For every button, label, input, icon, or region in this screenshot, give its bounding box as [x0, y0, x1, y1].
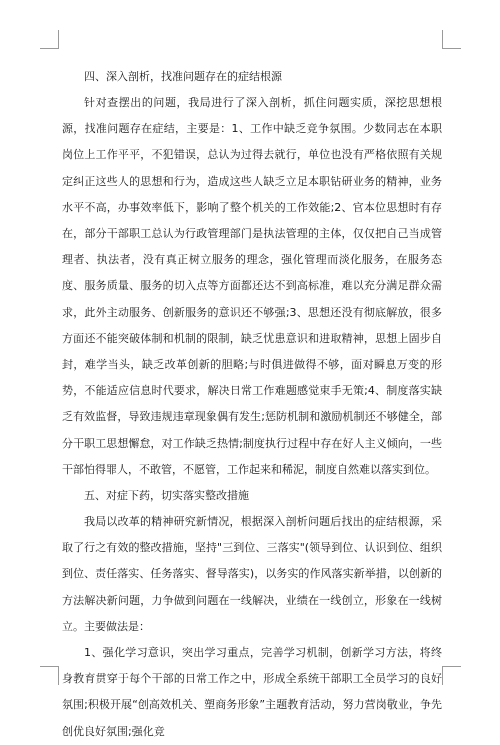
paragraph-measures-intro: 我局以改革的精神研究新情况，根据深入剖析问题后找出的症结根源，采取了行之有效的整改措施，坚持"三到位、三落实"(领导到位、认识到位、组织到位、责任落实、任务落实、督导落实)，以务实的作风落实新举措，以创新的方法解决新问题，力争做到问题在一线解决，业绩在一线创立，形象在一线树立。主要做法是：: [62, 515, 442, 633]
document-body: [62, 64, 442, 745]
page-corner-mark-top-left: [40, 30, 59, 49]
paragraph-analysis: 针对查摆出的问题，我局进行了深入剖析，抓住问题实质，深挖思想根源，找准问题存在症结，主要是：1、工作中缺乏竞争氛围。少数同志在本职岗位上工作平平，不犯错误，总认为过得去就行，单位也没有严格依照有关规定纠正这些人的思想和行为，造成这些人缺乏立足本职钻研业务的精神，业务水平不高，办事效率低下，影响了整个机关的工作效能;2、官本位思想时有存在，部分干部职工总认为行政管理部门是执法管理的主体，仅仅把自己当成管理者、执法者，没有真正树立服务的理念，强化管理而淡化服务，在服务态度、服务质量、服务的切入点等方面都还达不到高标准，难以充分满足群众需求，此外主动服务、创新服务的意识还不够强;3、思想还没有彻底解放，很多方面还不能突破体制和机制的限制，缺乏忧患意识和进取精神，思想上固步自封，难学当头，缺乏改革创新的胆略;与时俱进做得不够，面对瞬息万变的形势，不能适应信息时代要求，解决日常工作难题感觉束手无策;4、制度落实缺乏有效监督，导致违规违章现象偶有发生;惩防机制和激励机制还不够健全，部分干职工思想懈怠，对工作缺乏热情;制度执行过程中存在好人主义倾向，一些干部怕得罪人，不敢管，不愿管，工作起来和稀泥，制度自然难以落实到位。: [62, 96, 442, 476]
section-heading-4: 四、深入剖析，找准问题存在的症结根源: [84, 70, 282, 83]
page-corner-mark-top-right: [442, 30, 461, 49]
page-corner-mark-bottom-right: [442, 666, 461, 685]
paragraph-measure-1: 1、强化学习意识，突出学习重点，完善学习机制，创新学习方法，将终身教育贯穿于每个干部的日常工作之中，形成全系统干部职工全员学习的良好氛围;积极开展“创高效机关、塑商务形象”主题教育活动，努力营岗敬业，争先创优良好氛围;强化竞: [62, 646, 442, 738]
page-corner-mark-bottom-left: [40, 666, 59, 685]
section-heading-5: 五、对症下药，切实落实整改措施: [84, 489, 249, 503]
